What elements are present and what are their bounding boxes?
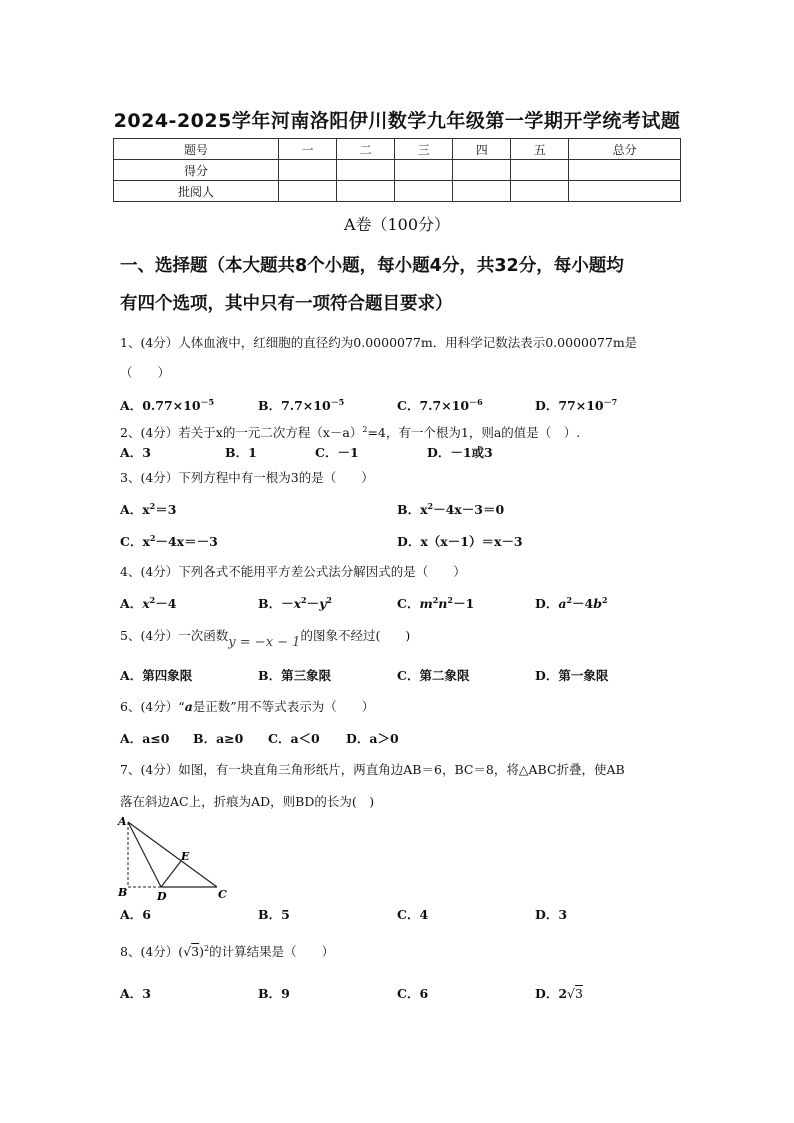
q7-option-c: C．4 bbox=[397, 907, 429, 922]
q3-a-post: ＝3 bbox=[155, 502, 177, 517]
question-2-text bbox=[120, 425, 580, 441]
score-row-label: 批阅人 bbox=[114, 181, 279, 202]
q4-c-pre: C． bbox=[397, 596, 420, 611]
q4-option-c bbox=[397, 596, 474, 612]
q4-d-mid: －4 bbox=[572, 596, 594, 611]
exponent: 2 bbox=[301, 595, 307, 605]
q5-text-post: 的图象不经过( ) bbox=[300, 628, 411, 643]
question-1-text: 1、(4分）人体血液中，红细胞的直径约为0.0000077m．用科学记数法表示0.0000077m是 bbox=[120, 335, 638, 350]
q5-option-b: B．第三象限 bbox=[258, 668, 332, 683]
q1-option-d-text: D．77×10 bbox=[535, 398, 604, 413]
score-cell bbox=[395, 160, 453, 181]
question-7-text-line2: 落在斜边AC上，折痕为AD，则BD的长为( ) bbox=[120, 794, 375, 809]
label-e: E bbox=[181, 850, 190, 863]
q3-c-pre: C．x bbox=[120, 534, 150, 549]
q8-text-post: 的计算结果是（ ） bbox=[209, 944, 335, 959]
score-cell bbox=[511, 181, 569, 202]
score-header-cell: 一 bbox=[279, 139, 337, 160]
math-var: m bbox=[419, 596, 433, 611]
q6-text-pre: 6、(4分）“ bbox=[120, 699, 185, 714]
q5-text-pre: 5、(4分）一次函数 bbox=[120, 628, 229, 643]
score-header-cell: 三 bbox=[395, 139, 453, 160]
q4-c-post: －1 bbox=[452, 596, 475, 611]
label-b: B bbox=[118, 886, 128, 899]
math-var: a bbox=[558, 596, 567, 611]
score-header-cell: 题号 bbox=[114, 139, 279, 160]
q3-b-pre: B．x bbox=[397, 502, 428, 517]
math-var: a bbox=[184, 699, 193, 714]
exponent: 2 bbox=[149, 501, 156, 511]
score-cell bbox=[511, 160, 569, 181]
q8-radical-expression: $(√3)^2$ bbox=[178, 944, 210, 959]
label-a: A bbox=[118, 815, 127, 828]
q2-option-c: C．－1 bbox=[315, 445, 359, 460]
math-var: y bbox=[319, 596, 327, 611]
q2-option-a: A．3 bbox=[120, 445, 151, 460]
score-cell bbox=[279, 181, 337, 202]
score-cell bbox=[337, 160, 395, 181]
q8-option-c: C．6 bbox=[397, 986, 429, 1001]
paper-label: A卷（100分） bbox=[343, 215, 451, 234]
score-header-cell: 总分 bbox=[569, 139, 681, 160]
question-4-text: 4、(4分）下列各式不能用平方差公式法分解因式的是（ ） bbox=[120, 564, 466, 579]
q1-option-c bbox=[397, 398, 483, 414]
q5-option-c: C．第二象限 bbox=[397, 668, 470, 683]
exponent: 2 bbox=[149, 533, 156, 543]
q6-option-c: C．a＜0 bbox=[268, 731, 320, 746]
question-7-text-line1: 7、(4分）如图，有一块直角三角形纸片，两直角边AB＝6，BC＝8，将△ABC折叠，使AB bbox=[120, 762, 625, 777]
q3-option-d: D．x（x－1）＝x－3 bbox=[397, 534, 523, 549]
q2-text-post: =4，有一个根为1，则a的值是（ ）. bbox=[367, 425, 581, 440]
score-cell bbox=[453, 160, 511, 181]
score-row-label: 得分 bbox=[114, 160, 279, 181]
q4-b-pre: B．－ bbox=[258, 596, 294, 611]
q4-a-pre: A． bbox=[120, 596, 143, 611]
question-1-blank: （ ） bbox=[120, 365, 171, 380]
exponent: －6 bbox=[469, 397, 483, 407]
exponent: －7 bbox=[603, 397, 618, 407]
q5-option-a: A．第四象限 bbox=[120, 668, 193, 683]
q6-text-post: 是正数”用不等式表示为（ ） bbox=[192, 699, 375, 714]
section-heading-line1: 一、选择题（本大题共8个小题，每小题4分，共32分，每小题均 bbox=[120, 256, 624, 276]
q5-formula: y = −x − 1 bbox=[228, 635, 301, 650]
score-cell bbox=[453, 181, 511, 202]
triangle-figure bbox=[112, 814, 232, 904]
q1-option-b-text: B．7.7×10 bbox=[258, 398, 331, 413]
score-header-cell: 五 bbox=[511, 139, 569, 160]
q7-option-a: A．6 bbox=[120, 907, 151, 922]
q4-option-d bbox=[535, 596, 608, 612]
exponent: 2 bbox=[204, 944, 210, 953]
exponent: 2 bbox=[427, 501, 434, 511]
math-var: n bbox=[438, 596, 448, 611]
score-table-row bbox=[114, 181, 681, 202]
radicand: 3 bbox=[575, 986, 583, 1001]
q8-text-pre: 8、(4分） bbox=[120, 944, 179, 959]
q4-option-a bbox=[120, 596, 176, 612]
exponent: 2 bbox=[447, 595, 453, 605]
section-heading-line2: 有四个选项，其中只有一项符合题目要求） bbox=[120, 294, 453, 314]
q1-option-a-text: A．0.77×10 bbox=[120, 398, 201, 413]
q2-option-b: B．1 bbox=[225, 445, 257, 460]
q4-a-post: －4 bbox=[155, 596, 177, 611]
page-title: 2024-2025学年河南洛阳伊川数学九年级第一学期开学统考试题 bbox=[113, 110, 681, 132]
q7-option-d: D．3 bbox=[535, 907, 568, 922]
q3-option-c bbox=[120, 534, 218, 550]
q8-option-b: B．9 bbox=[258, 986, 290, 1001]
sqrt-sign-icon: √ bbox=[183, 944, 192, 959]
score-header-cell: 二 bbox=[337, 139, 395, 160]
q6-option-a: A．a≤0 bbox=[120, 731, 170, 746]
q8-option-d bbox=[535, 986, 583, 1002]
q1-option-b bbox=[258, 398, 344, 414]
question-6-text bbox=[120, 699, 374, 715]
label-d: D bbox=[157, 890, 167, 903]
exponent: 2 bbox=[362, 425, 368, 434]
score-cell bbox=[569, 181, 681, 202]
exponent: －5 bbox=[330, 397, 345, 407]
q8-option-a: A．3 bbox=[120, 986, 151, 1001]
exponent: 2 bbox=[566, 595, 573, 605]
exponent: 2 bbox=[149, 595, 156, 605]
math-var: b bbox=[593, 596, 602, 611]
edge-ad bbox=[128, 822, 161, 887]
question-8-text bbox=[120, 944, 334, 960]
q4-d-pre: D． bbox=[535, 596, 559, 611]
label-c: C bbox=[218, 888, 227, 901]
exponent: 2 bbox=[326, 595, 332, 605]
sqrt-sign-icon: √ bbox=[567, 986, 576, 1001]
score-cell bbox=[279, 160, 337, 181]
q7-option-b: B．5 bbox=[258, 907, 290, 922]
radicand: 3 bbox=[191, 944, 200, 959]
q4-b-mid: － bbox=[306, 596, 320, 611]
q6-option-d: D．a＞0 bbox=[346, 731, 399, 746]
math-var: x bbox=[293, 596, 302, 611]
score-table-header-row bbox=[114, 139, 681, 160]
q3-a-pre: A．x bbox=[120, 502, 150, 517]
edge-ac bbox=[128, 822, 217, 887]
question-3-text: 3、(4分）下列方程中有一根为3的是（ ） bbox=[120, 470, 374, 485]
q3-c-post: －4x＝－3 bbox=[155, 534, 218, 549]
score-cell bbox=[395, 181, 453, 202]
exponent: 2 bbox=[601, 595, 608, 605]
q5-option-d: D．第一象限 bbox=[535, 668, 609, 683]
math-var: x bbox=[142, 596, 150, 611]
q1-option-d bbox=[535, 398, 617, 414]
q2-text-pre: 2、(4分）若关于x的一元二次方程（x－a） bbox=[120, 425, 363, 440]
q8-d-pre: D．2 bbox=[535, 986, 568, 1001]
exponent: －5 bbox=[200, 397, 215, 407]
question-5-text bbox=[120, 628, 411, 650]
edge-de bbox=[161, 861, 181, 887]
q4-option-b bbox=[258, 596, 332, 612]
q2-option-d: D．－1或3 bbox=[427, 445, 493, 460]
q1-option-c-text: C．7.7×10 bbox=[397, 398, 470, 413]
score-table bbox=[113, 138, 681, 202]
score-table-row bbox=[114, 160, 681, 181]
score-cell bbox=[337, 181, 395, 202]
q1-option-a bbox=[120, 398, 214, 414]
q3-option-a bbox=[120, 502, 176, 518]
exponent: 2 bbox=[432, 595, 439, 605]
score-header-cell: 四 bbox=[453, 139, 511, 160]
score-cell bbox=[569, 160, 681, 181]
q6-option-b: B．a≥0 bbox=[193, 731, 244, 746]
q3-option-b bbox=[397, 502, 504, 518]
q3-b-post: －4x－3＝0 bbox=[433, 502, 505, 517]
